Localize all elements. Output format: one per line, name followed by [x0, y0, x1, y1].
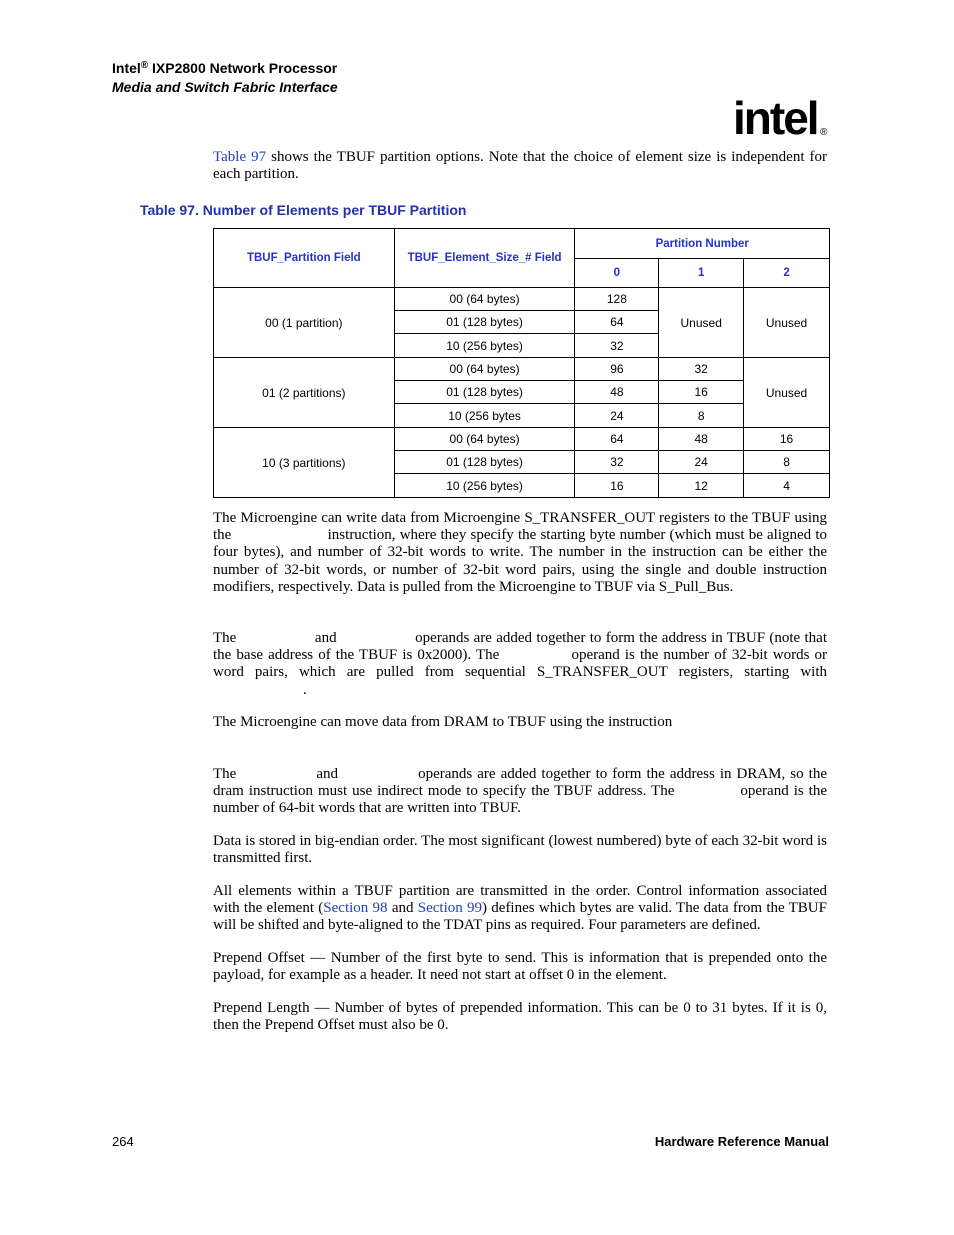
partition-2-cell: 16: [744, 428, 830, 451]
paragraph-text: and: [310, 630, 341, 646]
partition-1-cell: 12: [659, 474, 744, 498]
element-size-cell: 01 (128 bytes): [394, 451, 575, 474]
intro-paragraph: [213, 149, 831, 183]
paragraph-text: The Microengine can write data from Microengine S_TRANSFER_OUT registers to the TBUF using the: [213, 510, 831, 544]
partition-0-cell: 16: [575, 474, 659, 498]
paragraph-dram-move: The Microengine can move data from DRAM to TBUF using the instruction: [213, 714, 673, 730]
partition-2-cell: Unused: [744, 288, 830, 358]
partition-0-cell: 32: [575, 334, 659, 358]
partition-2-cell: 4: [744, 474, 830, 498]
partition-field-cell: 10 (3 partitions): [214, 428, 395, 498]
paragraph-text: operand is the number of 64-bit words that are written into TBUF.: [213, 783, 831, 817]
header-partition-2: 2: [744, 259, 830, 288]
partition-0-cell: 64: [575, 311, 659, 334]
element-size-cell: 10 (256 bytes: [394, 404, 575, 428]
partition-2-cell: 8: [744, 451, 830, 474]
header-product: IXP2800 Network Processor: [148, 60, 338, 76]
paragraph-text: and: [311, 766, 344, 782]
running-header: [112, 59, 338, 97]
partition-0-cell: 128: [575, 288, 659, 311]
intel-logo: [733, 90, 833, 146]
intel-logo-reg: ®: [820, 127, 828, 138]
element-size-cell: 10 (256 bytes): [394, 474, 575, 498]
paragraph-text: .: [303, 681, 307, 698]
paragraph-elements: [213, 883, 831, 935]
paragraph-text: The: [213, 766, 242, 782]
table-row: [214, 358, 830, 381]
paragraph-text: operands are added together to form the address in DRAM, so the dram instruction must use indirect mode to specify the TBUF address. The: [213, 766, 831, 800]
element-size-cell: 00 (64 bytes): [394, 288, 575, 311]
element-size-cell: 00 (64 bytes): [394, 358, 575, 381]
header-partition-1: 1: [659, 259, 744, 288]
header-brand: Intel: [112, 60, 141, 76]
partition-0-cell: 96: [575, 358, 659, 381]
paragraph-text: operands are added together to form the address in TBUF (note that the base address of the TBUF is 0x2000). The: [213, 630, 831, 664]
table-caption: Table 97. Number of Elements per TBUF Partition: [140, 202, 467, 218]
partition-0-cell: 64: [575, 428, 659, 451]
partition-1-cell: 32: [659, 358, 744, 381]
header-subtitle: Media and Switch Fabric Interface: [112, 79, 338, 95]
paragraph-text: instruction, where they specify the starting byte number (which must be aligned to four bytes), and number of 32-bit words to write. The number in the instruction can be either the number of 32-bit words, or number of 32-bit word pairs, using the single and double instruction modifiers, respectively. Data is pulled from the Microengine to TBUF via S_Pull_Bus.: [213, 527, 831, 595]
partition-1-cell: 24: [659, 451, 744, 474]
table-row: [214, 428, 830, 451]
paragraph-text: and: [387, 900, 418, 917]
header-partition-field: TBUF_Partition Field: [214, 229, 395, 288]
intro-text: shows the TBUF partition options. Note that the choice of element size is independent for each partition.: [213, 149, 831, 183]
paragraph-endian: Data is stored in big-endian order. The most significant (lowest numbered) byte of each 32-bit word is transmitted first.: [213, 833, 827, 867]
page-number: 264: [112, 1134, 134, 1149]
partition-1-cell: Unused: [659, 288, 744, 358]
element-size-cell: 01 (128 bytes): [394, 381, 575, 404]
footer-manual-title: Hardware Reference Manual: [654, 1134, 829, 1149]
table-row: [214, 288, 830, 311]
partition-1-cell: 8: [659, 404, 744, 428]
header-title: [112, 59, 338, 78]
table-header-row: [214, 229, 830, 259]
tbuf-partition-table: [213, 228, 830, 498]
paragraph-operands-tbuf: [213, 630, 831, 699]
header-element-size-field: TBUF_Element_Size_# Field: [394, 229, 575, 288]
paragraph-operands-dram: [213, 766, 831, 818]
paragraph-text: ) defines which bytes are valid. The data from the TBUF will be shifted and byte-aligned to the TDAT pins as required. Four parameters are defined.: [213, 900, 831, 934]
element-size-cell: 10 (256 bytes): [394, 334, 575, 358]
paragraph-prepend-length: Prepend Length — Number of bytes of prepended information. This can be 0 to 31 bytes. If it is 0, then the Prepend Offset must also be 0.: [213, 1000, 827, 1034]
element-size-cell: 01 (128 bytes): [394, 311, 575, 334]
header-partition-0: 0: [575, 259, 659, 288]
partition-field-cell: 01 (2 partitions): [214, 358, 395, 428]
partition-1-cell: 16: [659, 381, 744, 404]
partition-0-cell: 48: [575, 381, 659, 404]
partition-2-cell: Unused: [744, 358, 830, 428]
table-97-link[interactable]: Table 97: [213, 149, 267, 165]
partition-1-cell: 48: [659, 428, 744, 451]
paragraph-text: All elements within a TBUF partition are transmitted in the order. Control information associated with the element (: [213, 883, 831, 917]
section-98-link[interactable]: Section 98: [323, 900, 388, 917]
header-partition-number: Partition Number: [575, 229, 830, 259]
intel-logo-text: intel: [733, 92, 818, 144]
paragraph-text: The: [213, 630, 241, 646]
paragraph-prepend-offset: Prepend Offset — Number of the first byte to send. This is information that is prepended onto the payload, for example as a header. It need not start at offset 0 in the element.: [213, 950, 827, 984]
partition-field-cell: 00 (1 partition): [214, 288, 395, 358]
element-size-cell: 00 (64 bytes): [394, 428, 575, 451]
header-reg-mark: ®: [140, 60, 149, 71]
partition-0-cell: 32: [575, 451, 659, 474]
section-99-link[interactable]: Section 99: [417, 900, 483, 917]
paragraph-text: operand is the number of 32-bit words or word pairs, which are pulled from sequential S_TRANSFER_OUT registers, starting with: [213, 647, 831, 681]
paragraph-tbuf-write: [213, 510, 831, 596]
partition-0-cell: 24: [575, 404, 659, 428]
